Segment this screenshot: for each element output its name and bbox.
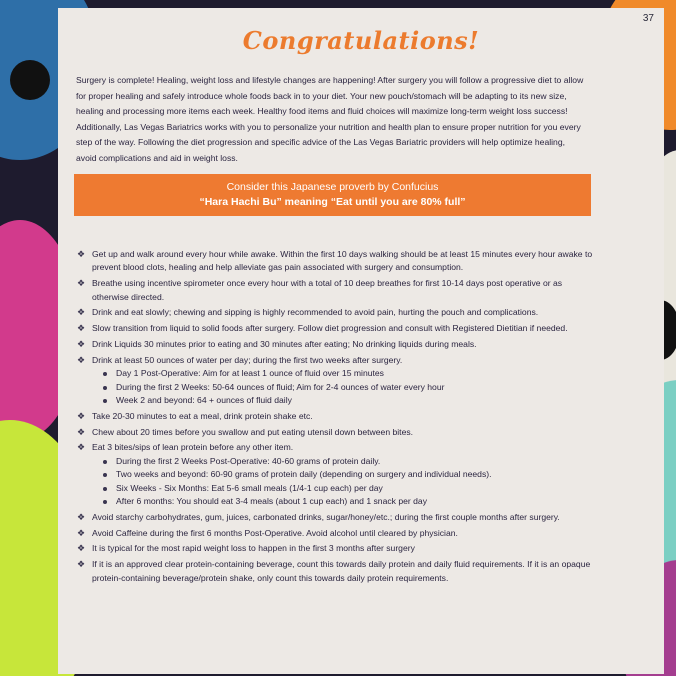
tips-list	[74, 248, 594, 587]
bullet-icon: ❖	[77, 543, 86, 554]
list-item-text: Avoid Caffeine during the first 6 months Post-Operative. Avoid alcohol until cleared by physician.	[92, 527, 458, 538]
list-item	[74, 527, 594, 540]
sub-list	[92, 455, 594, 509]
list-item-text: Get up and walk around every hour while awake. Within the first 10 days walking should be at least 15 minutes every hour awake to prevent blood clots, healing and help alleviate gas pain associated with surgery and consumption.	[92, 249, 593, 273]
sub-list-item: Two weeks and beyond: 60-90 grams of protein daily (depending on surgery and individual needs).	[92, 468, 594, 481]
list-item-text: Chew about 20 times before you swallow and put eating utensil down between bites.	[92, 426, 414, 437]
banner-line-1: Consider this Japanese proverb by Confucius	[226, 181, 439, 193]
bullet-icon: ❖	[77, 249, 86, 259]
list-item	[74, 354, 594, 408]
list-item	[74, 441, 594, 508]
bullet-icon: ❖	[77, 442, 86, 453]
bullet-icon: ❖	[77, 339, 86, 349]
bullet-icon: ❖	[77, 323, 86, 334]
proverb-banner	[74, 174, 591, 216]
sub-list-item: Day 1 Post-Operative: Aim for at least 1 ounce of fluid over 15 minutes	[92, 367, 594, 380]
list-item	[74, 511, 594, 524]
bullet-icon: ❖	[77, 354, 86, 365]
list-item	[74, 426, 594, 439]
list-item	[74, 322, 594, 335]
bullet-icon: ❖	[77, 527, 86, 538]
list-item-text: It is typical for the most rapid weight loss to happen in the first 3 months after surgery	[92, 543, 415, 554]
sub-list-item: During the first 2 Weeks: 50-64 ounces of fluid; Aim for 2-4 ounces of water every hour	[92, 381, 594, 394]
list-item	[74, 248, 594, 275]
list-item	[74, 542, 594, 555]
page-title: Congratulations!	[242, 26, 480, 55]
list-item-text: Drink at least 50 ounces of water per day; during the first two weeks after surgery.	[92, 354, 403, 365]
list-item	[74, 277, 594, 304]
bullet-icon: ❖	[77, 410, 86, 421]
bullet-icon: ❖	[77, 426, 86, 437]
bullet-icon: ❖	[77, 559, 86, 570]
list-item-text: Drink Liquids 30 minutes prior to eating and 30 minutes after eating; No drinking liquids during meals.	[92, 339, 477, 349]
list-item-text: If it is an approved clear protein-containing beverage, count this towards daily protein and daily fluid requirements. If it is an opaque protein-containing beverage/protein shake, only count this towards daily protein requirements.	[92, 559, 591, 583]
list-item-text: Eat 3 bites/sips of lean protein before any other item.	[92, 442, 294, 453]
list-item	[74, 306, 594, 319]
list-item-text: Take 20-30 minutes to eat a meal, drink protein shake etc.	[92, 410, 313, 421]
bullet-icon: ❖	[77, 511, 86, 522]
intro-paragraph: Surgery is complete! Healing, weight loss and lifestyle changes are happening! After surgery you will follow a progressive diet to allow for proper healing and safely introduce whole foods back in to your diet. Your new pouch/stomach will be adapting to its new size, healing and processing more items each week. Healthy food items and fluid choices will maximize long-term weight loss success! Additionally, Las Vegas Bariatrics works with you to personalize your nutrition and health plan to ensure proper nutrition for you every step of the way. Following the diet progression and specific advice of the Las Vegas Bariatric providers will help optimize healing, avoid complications and aid in weight loss.	[76, 75, 584, 163]
sub-list	[92, 367, 594, 407]
list-item	[74, 410, 594, 423]
page-number: 37	[642, 13, 654, 24]
list-item	[74, 558, 594, 585]
list-item-text: Drink and eat slowly; chewing and sipping is highly recommended to avoid pain, hurting the pouch and complications.	[92, 307, 539, 318]
art-blob	[10, 60, 50, 100]
bullet-icon: ❖	[77, 307, 86, 318]
sub-list-item: During the first 2 Weeks Post-Operative: 40-60 grams of protein daily.	[92, 455, 594, 468]
sub-list-item: Six Weeks - Six Months: Eat 5-6 small meals (1/4-1 cup each) per day	[92, 482, 594, 495]
list-item-text: Breathe using incentive spirometer once every hour with a total of 10 deep breathes for first 10-14 days post operative or as otherwise directed.	[92, 278, 563, 302]
bullet-icon: ❖	[77, 278, 86, 289]
list-item	[74, 338, 594, 351]
sub-list-item: Week 2 and beyond: 64 + ounces of fluid daily	[92, 394, 594, 407]
document-page	[58, 8, 664, 674]
sub-list-item: After 6 months: You should eat 3-4 meals (about 1 cup each) and 1 snack per day	[92, 495, 594, 508]
list-item-text: Avoid starchy carbohydrates, gum, juices, carbonated drinks, sugar/honey/etc.; during the first couple months after surgery.	[92, 511, 560, 522]
list-item-text: Slow transition from liquid to solid foods after surgery. Follow diet progression and consult with Registered Dietitian if needed.	[92, 323, 568, 334]
banner-line-2: “Hara Hachi Bu” meaning “Eat until you are 80% full”	[199, 196, 466, 208]
